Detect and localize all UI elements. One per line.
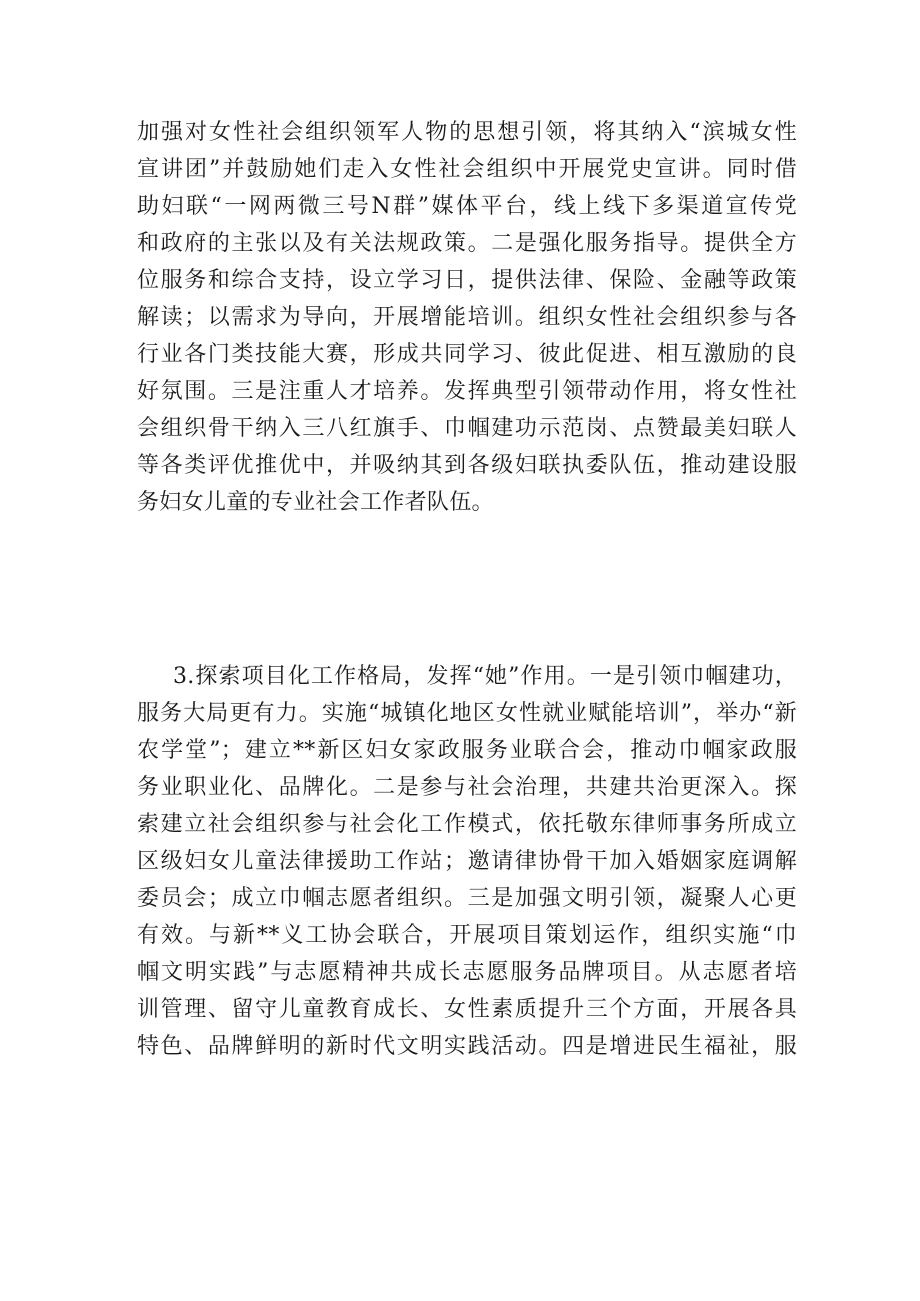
text-line: 有效。与新**义工协会联合，开展项目策划运作，组织实施“巾 xyxy=(137,923,797,948)
text-line: 区级妇女儿童法律援助工作站；邀请律协骨干加入婚姻家庭调解 xyxy=(137,849,797,874)
text-line: 宣讲团”并鼓励她们走入女性社会组织中开展党史宣讲。同时借 xyxy=(137,157,797,182)
text-line: 索建立社会组织参与社会化工作模式，依托敬东律师事务所成立 xyxy=(137,812,797,837)
text-line: 农学堂”；建立**新区妇女家政服务业联合会，推动巾帼家政服 xyxy=(137,738,797,763)
text-line: 服务大局更有力。实施“城镇化地区女性就业赋能培训”，举办“新 xyxy=(137,701,797,726)
text-line: 和政府的主张以及有关法规政策。二是强化服务指导。提供全方 xyxy=(137,231,797,256)
text-line: 解读；以需求为导向，开展增能培训。组织女性社会组织参与各 xyxy=(137,305,797,330)
text-line: 好氛围。三是注重人才培养。发挥典型引领带动作用，将女性社 xyxy=(137,379,797,404)
text-line: 训管理、留守儿童教育成长、女性素质提升三个方面，开展各具 xyxy=(137,997,797,1022)
text-line: 行业各门类技能大赛，形成共同学习、彼此促进、相互激励的良 xyxy=(137,342,797,367)
text-line: 位服务和综合支持，设立学习日，提供法律、保险、金融等政策 xyxy=(137,268,797,293)
text-line: 务业职业化、品牌化。二是参与社会治理，共建共治更深入。探 xyxy=(137,775,797,800)
section-heading-line: 3.探索项目化工作格局，发挥“她”作用。一是引领巾帼建功， xyxy=(173,664,797,689)
paragraph-project-based-work xyxy=(137,658,797,1065)
text-line: 等各类评优推优中，并吸纳其到各级妇联执委队伍，推动建设服 xyxy=(137,453,797,478)
text-line: 助妇联“一网两微三号N群”媒体平台，线上线下多渠道宣传党 xyxy=(137,194,797,219)
text-line: 会组织骨干纳入三八红旗手、巾帼建功示范岗、点赞最美妇联人 xyxy=(137,416,797,441)
text-line: 加强对女性社会组织领军人物的思想引领，将其纳入“滨城女性 xyxy=(137,120,797,145)
text-line: 委员会；成立巾帼志愿者组织。三是加强文明引领，凝聚人心更 xyxy=(137,886,797,911)
text-line: 帼文明实践”与志愿精神共成长志愿服务品牌项目。从志愿者培 xyxy=(137,960,797,985)
text-line: 务妇女儿童的专业社会工作者队伍。 xyxy=(137,490,494,515)
text-line: 特色、品牌鲜明的新时代文明实践活动。四是增进民生福祉，服 xyxy=(137,1034,797,1059)
paragraph-women-social-organizations xyxy=(137,114,797,521)
